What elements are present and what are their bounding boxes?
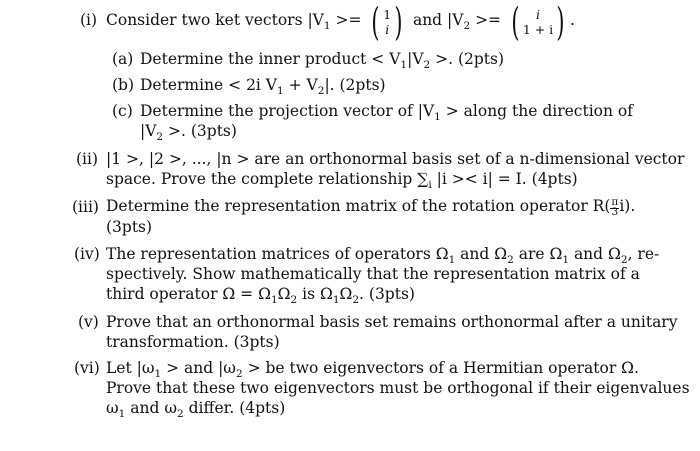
problem-number-iii: (iii) — [72, 198, 99, 216]
problem-number-v: (v) — [78, 313, 99, 331]
problem-vi-line2: Prove that these two eigenvectors must be orthogonal if their eigenvalues — [106, 379, 690, 397]
problem-i-statement: Consider two ket vectors $|V_1$ >= ( 1 i ) and $|V_2$ >= ( i 1 + i) . — [106, 0, 575, 44]
problem-ii-line1: |1 >, |2 >, ..., |n > are an orthonormal basis set of a n-dimensional vector — [106, 150, 685, 168]
subpart-c-line2: $|V_2$ >. (3pts) — [140, 122, 237, 144]
subpart-a-text: Determine the inner product < $V_1|V_2$ >. (2pts) — [140, 50, 505, 72]
vector-v1: ( 1 i ) — [371, 0, 403, 44]
problem-v-line1: Prove that an orthonormal basis set remains orthonormal after a unitary — [106, 313, 678, 331]
problem-number-i: (i) — [80, 11, 98, 29]
problem-iii-line1: Determine the representation matrix of the rotation operator $R(\frac{\pi}{3}i)$. — [106, 196, 636, 218]
problem-iv-line3: third operator $\Omega = \Omega_1\Omega_2$ is $\Omega_1\Omega_2$. (3pts) — [106, 285, 415, 307]
problem-number-iv: (iv) — [74, 245, 100, 263]
subpart-b-text: Determine < 2i $V_1 + V_2|$. (2pts) — [140, 76, 386, 98]
problem-ii-line2: space. Prove the complete relationship $\sum_i$ |i >< i| = I. (4pts) — [106, 170, 578, 192]
problem-vi-line3: $\omega_1$ and $\omega_2$ differ. (4pts) — [106, 399, 286, 421]
problem-number-ii: (ii) — [76, 150, 99, 168]
problem-iv-line2: spectively. Show mathematically that the representation matrix of a — [106, 265, 640, 283]
problem-iv-line1: The representation matrices of operators $\Omega_1$ and $\Omega_2$ are $\Omega_1$ and $\Omega_2$, re- — [106, 245, 660, 267]
pi-over-three-fraction: $\frac{\pi}{3}$ — [611, 196, 619, 218]
subpart-b-number: (b) — [112, 76, 135, 94]
subpart-c-line1: Determine the projection vector of $|V_1$ > along the direction of — [140, 102, 633, 124]
problem-iii-line2: (3pts) — [106, 218, 153, 236]
problem-number-vi: (vi) — [74, 359, 100, 377]
subpart-c-number: (c) — [112, 102, 133, 120]
subpart-a-number: (a) — [112, 50, 134, 68]
problem-vi-line1: Let $|\omega_1$ > and $|\omega_2$ > be two eigenvectors of a Hermitian operator Ω. — [106, 359, 639, 381]
problem-v-line2: transformation. (3pts) — [106, 333, 280, 351]
vector-v2: ( i 1 + i) — [511, 0, 565, 44]
